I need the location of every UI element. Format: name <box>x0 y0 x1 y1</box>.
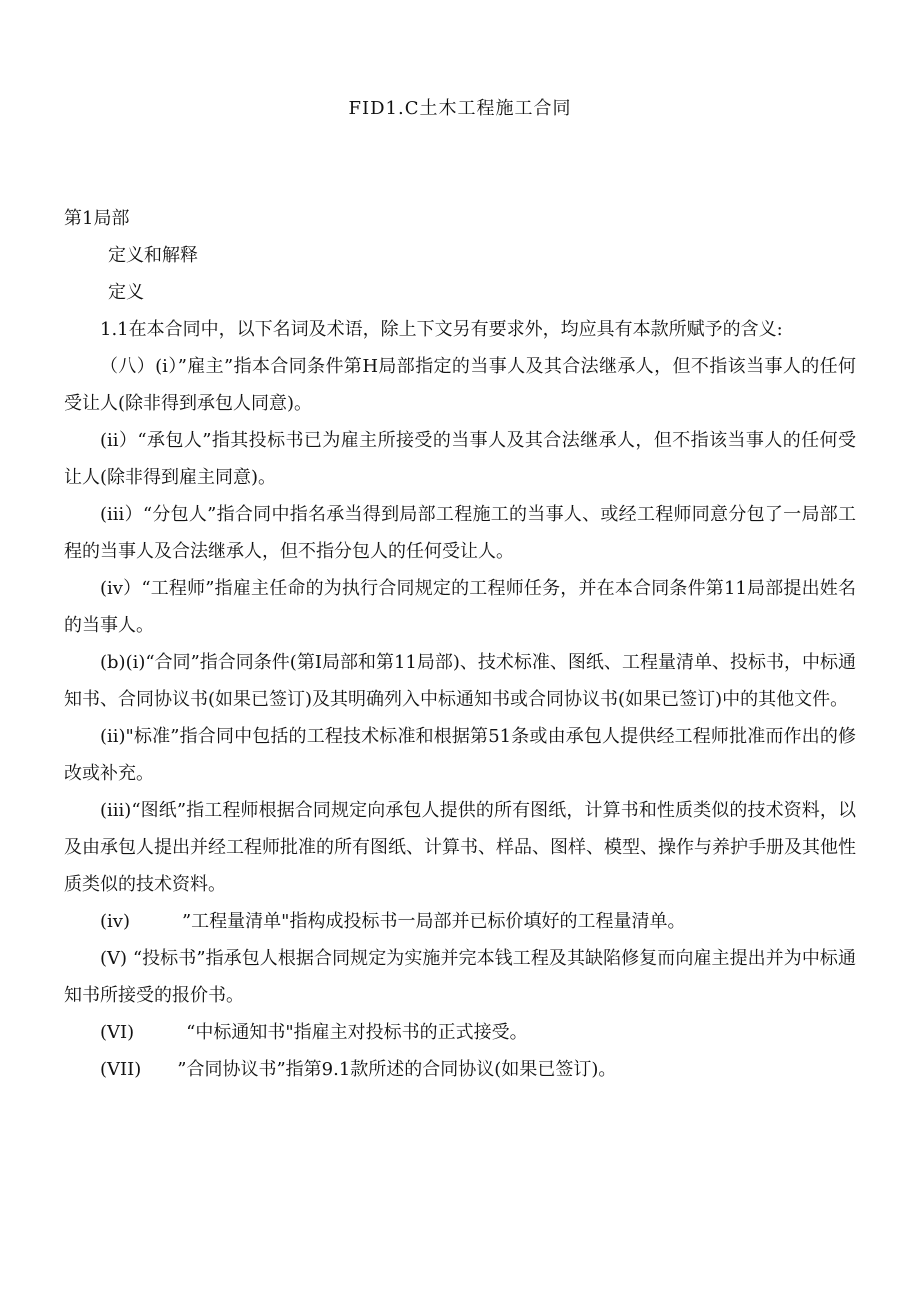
item-number: (VI) <box>100 1022 135 1043</box>
subsection-heading: 定义 <box>108 282 144 303</box>
item-number: (VII) <box>100 1059 142 1080</box>
item-text: “中标通知书"指雇主对投标书的正式接受。 <box>186 1022 528 1043</box>
item-number: (V) <box>100 948 128 969</box>
definition-paragraph: (iv）“工程师”指雇主任命的为执行合同规定的工程师任务，并在本合同条件第11局部提出姓名的当事人。 <box>64 578 856 636</box>
definition-line <box>64 1051 856 1088</box>
clause-intro: 1.1在本合同中，以下名词及术语，除上下文另有要求外，均应具有本款所赋予的含义: <box>100 319 783 340</box>
document-body <box>64 200 856 1088</box>
definition-paragraph: (b)(i)“合同”指合同条件(第I局部和第11局部)、技术标准、图纸、工程量清单、投标书，中标通知书、合同协议书(如果已签订)及其明确列入中标通知书或合同协议书(如果已签订)中的其他文件。 <box>64 652 856 710</box>
item-text: ”工程量清单"指构成投标书一局部并已标价填好的工程量清单。 <box>181 911 686 932</box>
item-text: ”合同协议书”指第9.1款所述的合同协议(如果已签订)。 <box>177 1059 617 1080</box>
item-number: (iv) <box>100 911 130 932</box>
definition-line <box>64 1014 856 1051</box>
definition-paragraph: （八）(i）”雇主”指本合同条件第H局部指定的当事人及其合法继承人，但不指该当事人的任何受让人(除非得到承包人同意)。 <box>64 356 856 414</box>
definition-paragraph <box>64 940 856 1014</box>
document-title: FID1.C土木工程施工合同 <box>348 98 572 119</box>
definition-paragraph: (ii）“承包人”指其投标书已为雇主所接受的当事人及其合法继承人，但不指该当事人的任何受让人(除非得到雇主同意)。 <box>64 430 856 488</box>
definition-paragraph: (iii）“分包人”指合同中指名承当得到局部工程施工的当事人、或经工程师同意分包了一局部工程的当事人及合法继承人，但不指分包人的任何受让人。 <box>64 504 856 562</box>
definition-line <box>64 903 856 940</box>
section-heading: 定义和解释 <box>108 245 198 266</box>
definition-paragraph: (iii)“图纸”指工程师根据合同规定向承包人提供的所有图纸，计算书和性质类似的技术资料，以及由承包人提出并经工程师批准的所有图纸、计算书、样品、图样、模型、操作与养护手册及其他性质类似的技术资料。 <box>64 800 856 895</box>
item-text: “投标书”指承包人根据合同规定为实施并完本钱工程及其缺陷修复而向雇主提出并为中标通知书所接受的报价书。 <box>64 948 856 1006</box>
definition-paragraph: (ii)"标准”指合同中包括的工程技术标准和根据第51条或由承包人提供经工程师批准而作出的修改或补充。 <box>64 726 856 784</box>
part-heading: 第1局部 <box>64 208 130 229</box>
